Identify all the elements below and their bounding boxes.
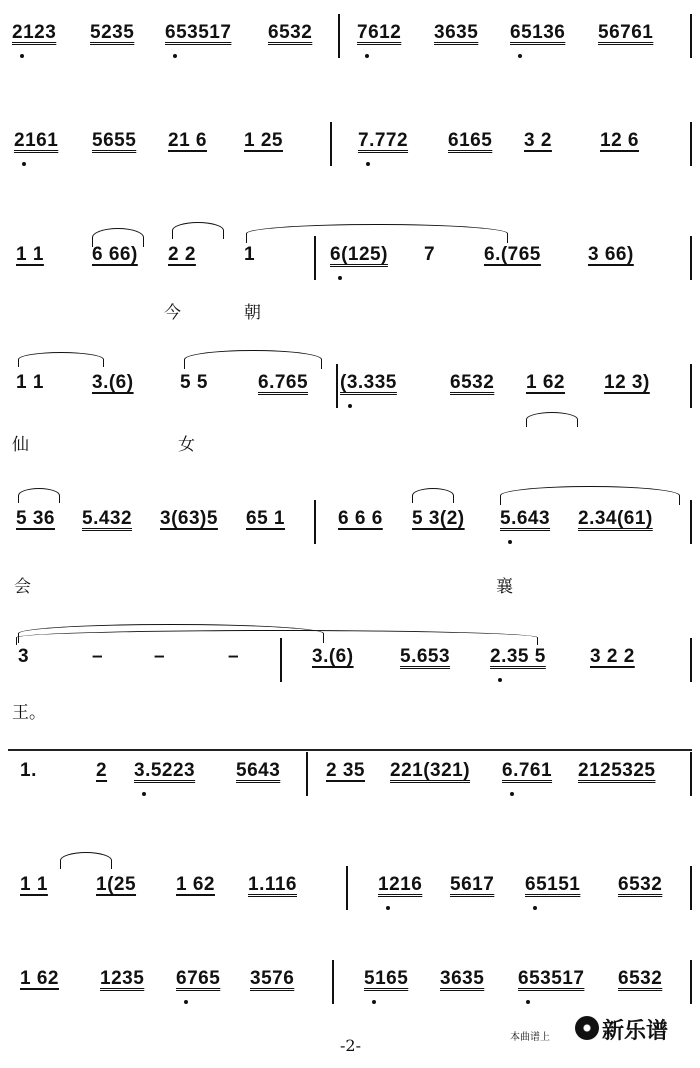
slur-arc [18, 352, 104, 367]
slur-arc [16, 630, 538, 645]
note-group: 3 2 [524, 130, 552, 151]
slur-arc [184, 350, 322, 369]
note-group: 1 1 [16, 244, 44, 265]
octave-dot [508, 540, 512, 544]
note-group: 5 3(2) [412, 508, 465, 529]
note-group: 1 [244, 244, 256, 265]
bar-line [690, 500, 692, 544]
note-group: 1 1 [20, 874, 48, 895]
note-group: 1 62 [526, 372, 565, 393]
note-group: 7.772 [358, 130, 409, 151]
note-group: 3 2 2 [590, 646, 635, 667]
note-group: 1 62 [20, 968, 59, 989]
note-group: 2.34(61) [578, 508, 653, 529]
bar-line [338, 14, 340, 58]
octave-dot [510, 792, 514, 796]
octave-dot [348, 404, 352, 408]
slur-arc [18, 488, 60, 503]
note-group: 12 3) [604, 372, 650, 393]
note-group: 3 [18, 646, 30, 667]
bar-line [690, 752, 692, 796]
bar-line [306, 752, 308, 796]
note-group: 7612 [357, 22, 402, 43]
octave-dot [142, 792, 146, 796]
bar-line [690, 364, 692, 408]
note-group: (3.335 [340, 372, 397, 393]
note-group: 65151 [525, 874, 581, 895]
bar-line [314, 500, 316, 544]
octave-dot [20, 54, 24, 58]
note-group: 2161 [14, 130, 59, 151]
note-group: 3635 [434, 22, 479, 43]
record-logo-icon [575, 1016, 599, 1040]
note-group: 6 66) [92, 244, 138, 265]
note-group: 65136 [510, 22, 566, 43]
note-group: 5235 [90, 22, 135, 43]
bar-line [690, 960, 692, 1004]
watermark-caption: 本曲谱上 [510, 1032, 550, 1043]
octave-dot [526, 1000, 530, 1004]
bar-line [690, 866, 692, 910]
note-group: 65 1 [246, 508, 285, 529]
note-group: 3.(6) [312, 646, 354, 667]
watermark-brand: 新乐谱 [602, 1019, 669, 1044]
note-group: 3635 [440, 968, 485, 989]
lyric-char: 朝 [244, 303, 261, 323]
octave-dot [22, 162, 26, 166]
note-group: 6532 [268, 22, 313, 43]
note-group: 6765 [176, 968, 221, 989]
note-group: 5.653 [400, 646, 451, 667]
slur-arc [500, 486, 680, 505]
lyric-char: 王。 [12, 703, 46, 723]
note-group: 221(321) [390, 760, 471, 781]
note-group: 653517 [518, 968, 585, 989]
octave-dot [365, 54, 369, 58]
lyric-char: 今 [164, 303, 181, 323]
note-group: 1 62 [176, 874, 215, 895]
octave-dot [372, 1000, 376, 1004]
note-group: 1235 [100, 968, 145, 989]
note-group: 2.35 5 [490, 646, 546, 667]
lyric-char: 女 [178, 435, 195, 455]
section-divider [8, 749, 692, 751]
octave-dot [518, 54, 522, 58]
note-group: 2 [96, 760, 108, 781]
octave-dot [533, 906, 537, 910]
score-line [0, 874, 700, 974]
octave-dot [173, 54, 177, 58]
octave-dot [366, 162, 370, 166]
note-group: 5643 [236, 760, 281, 781]
bar-line [690, 14, 692, 58]
note-group: 5 36 [16, 508, 55, 529]
note-group: – [154, 646, 166, 667]
note-group: 5655 [92, 130, 137, 151]
note-group: 1(25 [96, 874, 137, 895]
note-group: 6.765 [258, 372, 309, 393]
note-group: 12 6 [600, 130, 639, 151]
note-group: 1 1 [16, 372, 44, 393]
note-group: 2123 [12, 22, 57, 43]
score-line [0, 372, 700, 472]
page-number: -2- [340, 1036, 361, 1055]
note-group: 3(63)5 [160, 508, 218, 529]
note-group: 5.432 [82, 508, 133, 529]
note-group: 1 25 [244, 130, 283, 151]
note-group: 6 6 6 [338, 508, 383, 529]
slur-arc [246, 224, 508, 243]
note-group: 2 35 [326, 760, 365, 781]
score-line [0, 646, 700, 746]
note-group: 3.5223 [134, 760, 196, 781]
bar-line [346, 866, 348, 910]
note-group: 6(125) [330, 244, 388, 265]
octave-dot [386, 906, 390, 910]
note-group: 6532 [618, 968, 663, 989]
note-group: 6532 [450, 372, 495, 393]
note-group: 5.643 [500, 508, 551, 529]
slur-arc [172, 222, 224, 239]
octave-dot [184, 1000, 188, 1004]
score-line [0, 760, 700, 860]
note-group: 1.116 [248, 874, 297, 895]
bar-line [336, 364, 338, 408]
note-group: – [228, 646, 240, 667]
note-group: 6.(765 [484, 244, 541, 265]
note-group: 6532 [618, 874, 663, 895]
note-group: 3576 [250, 968, 295, 989]
slur-arc [92, 228, 144, 247]
bar-line [690, 236, 692, 280]
note-group: 21 6 [168, 130, 207, 151]
note-group: 1. [20, 760, 37, 781]
note-group: 3 66) [588, 244, 634, 265]
bar-line [332, 960, 334, 1004]
note-group: 6165 [448, 130, 493, 151]
score-line [0, 508, 700, 608]
score-line [0, 22, 700, 122]
note-group: 1216 [378, 874, 423, 895]
slur-arc [526, 412, 578, 427]
note-group: – [92, 646, 104, 667]
score-line [0, 130, 700, 230]
bar-line [690, 122, 692, 166]
note-group: 56761 [598, 22, 654, 43]
note-group: 2 2 [168, 244, 196, 265]
lyric-char: 襄 [496, 577, 513, 597]
slur-arc [60, 852, 112, 869]
octave-dot [498, 678, 502, 682]
note-group: 5617 [450, 874, 495, 895]
note-group: 6.761 [502, 760, 553, 781]
lyric-char: 会 [14, 577, 31, 597]
score-line [0, 244, 700, 344]
note-group: 2125325 [578, 760, 656, 781]
note-group: 3.(6) [92, 372, 134, 393]
note-group: 5 5 [180, 372, 208, 393]
note-group: 5165 [364, 968, 409, 989]
note-group: 7 [424, 244, 436, 265]
bar-line [690, 638, 692, 682]
octave-dot [338, 276, 342, 280]
bar-line [330, 122, 332, 166]
note-group: 653517 [165, 22, 232, 43]
slur-arc [412, 488, 454, 503]
lyric-char: 仙 [12, 435, 29, 455]
